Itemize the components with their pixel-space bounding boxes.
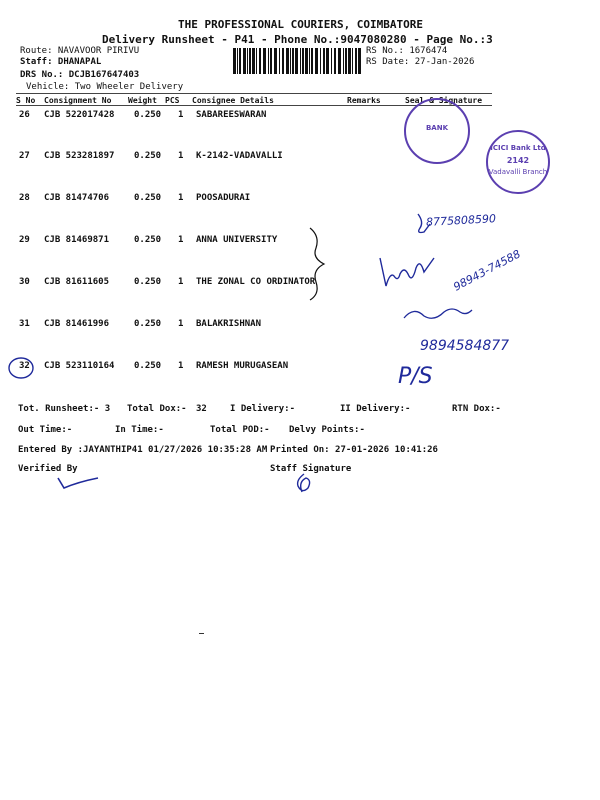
barcode-bar	[302, 48, 304, 74]
drs-number: DRS No.: DCJB167647403	[20, 70, 140, 80]
barcode-bar	[274, 48, 277, 74]
barcode	[233, 48, 361, 74]
rtn-dox: RTN Dox:-	[452, 404, 501, 414]
barcode-bar	[348, 48, 351, 74]
row-consignment: CJB 81611605	[44, 277, 110, 287]
staff-label: Staff: DHANAPAL	[20, 57, 102, 67]
barcode-bar	[295, 48, 298, 74]
vehicle-label: Vehicle: Two Wheeler Delivery	[26, 82, 184, 92]
barcode-bar	[358, 48, 361, 74]
col-weight: Weight	[128, 96, 157, 105]
barcode-bar	[323, 48, 325, 74]
staff-signature-mark	[292, 472, 318, 494]
row-pcs: 1	[178, 235, 184, 245]
total-dox-value: 32	[196, 404, 207, 414]
rs-number: RS No.: 1676474	[366, 46, 448, 56]
verified-signature	[52, 472, 102, 494]
col-pcs: PCS	[165, 96, 180, 105]
header-top-rule	[16, 93, 492, 94]
barcode-bar	[343, 48, 344, 74]
handwritten-phone-2: 98943-74588	[451, 247, 523, 294]
row-pcs: 1	[178, 151, 184, 161]
row-consignment: CJB 81469871	[44, 235, 110, 245]
barcode-bar	[286, 48, 289, 74]
handwritten-signatures	[300, 208, 500, 338]
row-weight: 0.250	[134, 361, 162, 371]
total-dox-label: Total Dox:-	[127, 404, 187, 414]
barcode-bar	[239, 48, 241, 74]
barcode-bar	[256, 48, 257, 74]
row-consignee: ANNA UNIVERSITY	[196, 235, 278, 245]
barcode-bar	[305, 48, 308, 74]
row-weight: 0.250	[134, 151, 162, 161]
barcode-bar	[237, 48, 238, 74]
col-consignment: Consignment No	[44, 96, 112, 105]
col-remarks: Remarks	[347, 96, 381, 105]
barcode-bar	[233, 48, 236, 74]
bank-seal-text: BANK	[425, 124, 449, 132]
table-row	[0, 193, 600, 207]
row-sno: 27	[19, 151, 30, 161]
company-title: THE PROFESSIONAL COURIERS, COIMBATORE	[178, 18, 424, 31]
barcode-bar	[263, 48, 266, 74]
icici-stamp-branch: Vadavalli Branch	[488, 168, 548, 176]
route-label: Route: NAVAVOOR PIRIVU	[20, 46, 140, 56]
barcode-bar	[311, 48, 313, 74]
barcode-bar	[338, 48, 341, 74]
barcode-bar	[345, 48, 347, 74]
barcode-bar	[355, 48, 357, 74]
row-consignee: K-2142-VADAVALLI	[196, 151, 283, 161]
row-weight: 0.250	[134, 277, 162, 287]
barcode-bar	[352, 48, 353, 74]
row-sno: 31	[19, 319, 30, 329]
barcode-bar	[334, 48, 336, 74]
handwritten-ps: P/S	[398, 364, 433, 389]
col-seal-signature: Seal & Signature	[405, 96, 483, 105]
barcode-bar	[270, 48, 272, 74]
barcode-bar	[268, 48, 269, 74]
barcode-bar	[309, 48, 310, 74]
row-consignment: CJB 81474706	[44, 193, 110, 203]
stray-dash-mark	[199, 633, 204, 634]
row-consignment: CJB 523110164	[44, 361, 115, 371]
verified-by: Verified By	[18, 464, 78, 474]
total-pod: Total POD:-	[210, 425, 270, 435]
ii-delivery: II Delivery:-	[340, 404, 411, 414]
barcode-bar	[252, 48, 255, 74]
row-consignee: THE ZONAL CO ORDINATOR	[196, 277, 316, 287]
icici-bank-stamp	[486, 130, 550, 194]
table-row	[0, 110, 600, 124]
col-consignee: Consignee Details	[192, 96, 274, 105]
row-consignee: RAMESH MURUGASEAN	[196, 361, 289, 371]
row-pcs: 1	[178, 319, 184, 329]
row-sno: 28	[19, 193, 30, 203]
out-time: Out Time:-	[18, 425, 73, 435]
barcode-bar	[292, 48, 294, 74]
row-pcs: 1	[178, 193, 184, 203]
barcode-bar	[331, 48, 332, 74]
rs-date: RS Date: 27-Jan-2026	[366, 57, 475, 67]
row-consignee: SABAREESWARAN	[196, 110, 267, 120]
row-sno: 30	[19, 277, 30, 287]
barcode-bar	[282, 48, 284, 74]
in-time: In Time:-	[115, 425, 164, 435]
table-row	[0, 361, 600, 375]
staff-signature-label: Staff Signature	[270, 464, 352, 474]
row-pcs: 1	[178, 110, 184, 120]
row-consignee: BALAKRISHNAN	[196, 319, 262, 329]
delvy-points: Delvy Points:-	[289, 425, 365, 435]
row-sno: 32	[19, 361, 30, 371]
barcode-bar	[279, 48, 280, 74]
entered-by: Entered By :JAYANTHIP41 01/27/2026 10:35:28 AM	[18, 445, 268, 455]
handwritten-phone-1: 8775808590	[425, 212, 497, 229]
bank-seal-stamp	[404, 98, 470, 164]
row-weight: 0.250	[134, 110, 162, 120]
row-weight: 0.250	[134, 319, 162, 329]
row-sno: 26	[19, 110, 30, 120]
row-pcs: 1	[178, 361, 184, 371]
barcode-bar	[243, 48, 246, 74]
barcode-bar	[247, 48, 248, 74]
barcode-bar	[320, 48, 321, 74]
i-delivery: I Delivery:-	[230, 404, 296, 414]
col-sno: S No	[16, 96, 36, 105]
row-pcs: 1	[178, 277, 184, 287]
row-consignee: POOSADURAI	[196, 193, 251, 203]
barcode-bar	[315, 48, 318, 74]
row-consignment: CJB 522017428	[44, 110, 115, 120]
hand-circle-mark	[6, 354, 36, 382]
runsheet-title: Delivery Runsheet - P41 - Phone No.:9047080280 - Page No.:3	[102, 33, 493, 46]
row-sno: 29	[19, 235, 30, 245]
row-weight: 0.250	[134, 193, 162, 203]
barcode-bar	[300, 48, 301, 74]
barcode-bar	[290, 48, 291, 74]
row-consignment: CJB 523281897	[44, 151, 115, 161]
barcode-bar	[249, 48, 251, 74]
icici-stamp-code: 2142	[506, 156, 530, 165]
row-weight: 0.250	[134, 235, 162, 245]
barcode-bar	[259, 48, 261, 74]
printed-on: Printed On: 27-01-2026 10:41:26	[270, 445, 438, 455]
barcode-bar	[326, 48, 329, 74]
tot-runsheet: Tot. Runsheet:- 3	[18, 404, 111, 414]
row-consignment: CJB 81461996	[44, 319, 110, 329]
icici-stamp-name: ICICI Bank Ltd	[490, 144, 546, 152]
handwritten-phone-3: 9894584877	[420, 338, 510, 354]
